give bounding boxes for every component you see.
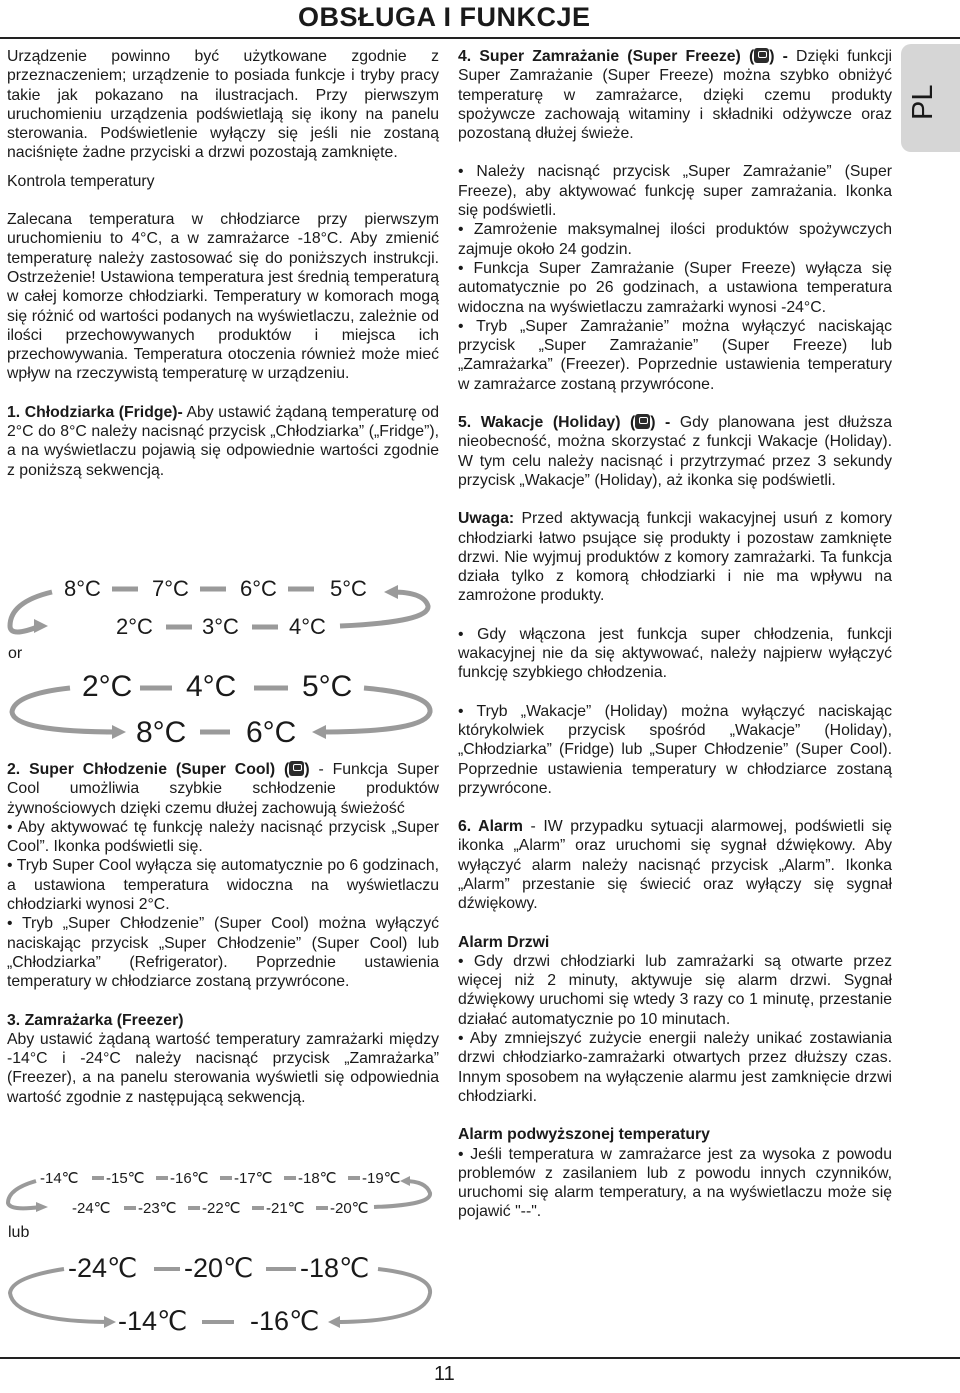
language-tab [901,44,960,152]
freezer-sequence-diagram [0,1165,440,1350]
note-label: Uwaga: [458,510,515,528]
holiday-title: 5. Wakacje (Holiday) ( [458,414,636,432]
temp-control-text: Zalecana temperatura w chłodziarce przy pierwszym uruchomieniu to 4°C, a w zamrażarce -18°C. Aby zmienić temperaturę należy zastosować się do poniższych instrukcji. Ostrzeżenie! Ustawiona temperatura jest średnią temperaturą w całej komorze chłodziarki. Temperatury w komorach mogą się różnić od wartości podanych na wyświetlaczu, zależnie od ilości przechowywanych produktów i miejsca ich przechowywania. Temperatura otoczenia również może mieć wpływ na rzeczywistą temperaturę w urządzeniu. [7,211,439,383]
fridge-seq-7c: 7°C [152,576,189,601]
alarm-title: 6. Alarm [458,818,523,836]
high-temp-alarm-title: Alarm podwyższonej temperatury [458,1126,710,1144]
freezer-seq-m17: -17℃ [234,1170,273,1187]
fridge-alt-6c: 6°C [246,716,297,749]
temp-control-heading: Kontrola temperatury [7,172,155,190]
freezer-seq-m24: -24℃ [72,1200,111,1217]
fridge-alt-5c: 5°C [302,670,353,703]
fridge-alt-2c: 2°C [82,670,133,703]
freezer-alt-m16: -16℃ [250,1306,320,1336]
freezer-seq-m14: -14℃ [40,1170,79,1187]
left-column-middle [7,760,439,1107]
supercool-bullet-2: • Tryb Super Cool wyłącza się automatycznie po 6 godzinach, a ustawiona temperatura widoczna na wyświetlaczu chłodziarki wynosi 2°C. [7,857,439,914]
freezer-alt-m20: -20℃ [184,1253,254,1283]
superfreeze-bullet-4: • Tryb „Super Zamrażanie” można wyłączyć naciskając przycisk „Super Zamrażanie” (Super Freeze) lub „Zamrażarka” (Freezer). Poprzednie ustawienia temperatury w zamrażarce zostaną przywrócone. [458,317,892,393]
left-column-top [7,47,439,480]
fridge-seq-3c: 3°C [202,614,239,639]
freezer-seq-m16: -16℃ [170,1170,209,1187]
fridge-title: 1. Chłodziarka (Fridge)- [7,403,183,421]
lub-label: lub [8,1224,30,1241]
door-alarm-title: Alarm Drzwi [458,933,550,951]
super-freeze-icon [754,48,769,63]
high-temp-alarm-bullet-1: • Jeśli temperatura w zamrażarce jest za wysoka z powodu problemów z zasilaniem lub z powodu innych czynników, uruchomi się alarm temperatury, a na wyświetlaczu może się pojawić "--". [458,1145,892,1221]
fridge-seq-5c: 5°C [330,576,367,601]
freezer-seq-m20: -20℃ [330,1200,369,1217]
fridge-alt-8c: 8°C [136,716,187,749]
intro-paragraph: Urządzenie powinno być użytkowane zgodnie z przeznaczeniem; urządzenie to posiada funkcje i tryby pracy takie jak pokazano na ilustracjach. Przy pierwszym uruchomieniu urządzenia podświetlają się ikony na panelu sterowania. Podświetlenie wyłączy się jeśli nie zostaną naciśnięte żadne przyciski a drzwi pozostają zamknięte. [7,48,439,162]
note-paragraph [458,509,892,605]
note-text: Przed aktywacją funkcji wakacyjnej usuń z komory chłodziarki łatwo psujące się produkty i pozostaw zamknięte drzwi. Nie wyjmuj produktów z komory zamrażarki. Ta funkcja działa tylko z komorą chłodziarki i nie ma wpływu na zamrożone produkty. [458,510,892,605]
fridge-sequence-diagram [0,570,440,750]
supercool-text: - Funkcja Super Cool umożliwia szybkie schłodzenie produktów żywnościowych dzięki czemu dłużej zachowują świeżość [7,761,439,817]
holiday-icon [635,414,650,429]
door-alarm-bullet-1: • Gdy drzwi chłodziarki lub zamrażarki są otwarte przez więcej niż 2 minuty, aktywuje się alarm drzwi. Sygnał dźwiękowy uruchomi się wtedy 3 razy co 1 minutę, przestanie działać automatycznie po 10 minutach. [458,952,892,1028]
supercool-paragraph [7,760,439,818]
door-alarm-bullet-2: • Aby zmniejszyć zużycie energii należy unikać zostawiania drzwi chłodziarko-zamrażarki otwartych przez dłuższy czas. Innym sposobem na wyłączenie alarmu jest zamknięcie drzwi chłodziarki. [458,1030,892,1105]
supercool-bullet-3: • Tryb „Super Chłodzenie” (Super Cool) można wyłączyć naciskając przycisk „Super Chłodzenie” (Super Cool) lub „Chłodziarka” (Refrigerator). Poprzednie ustawienia temperatury w chłodziarce zostaną przywrócone. [7,915,439,991]
freezer-seq-m15: -15℃ [106,1170,145,1187]
freezer-text: Aby ustawić żądaną wartość temperatury zamrażarki między -14°C i -24°C należy nacisnąć przycisk „Zamrażarka” (Freezer), a na panelu sterowania wyświetli się odpowiednia wartość zgodnie z następującą sekwencją. [7,1030,439,1106]
footer-rule [0,1357,960,1359]
superfreeze-bullet-3: • Funkcja Super Zamrażanie (Super Freeze) wyłącza się automatycznie po 26 godzinach, a ustawiona temperatura widoczna na wyświetlaczu zamrażarki wynosi -24°C. [458,259,892,316]
fridge-seq-6c: 6°C [240,576,277,601]
page-number: 11 [434,1363,455,1385]
fridge-seq-2c: 2°C [116,614,153,639]
superfreeze-title: 4. Super Zamrażanie (Super Freeze) ( [458,48,755,65]
right-column [458,47,892,1222]
page-title: OBSŁUGA I FUNKCJE [298,2,591,32]
fridge-alt-4c: 4°C [186,670,237,703]
holiday-title-end: ) - [650,414,671,432]
high-temp-alarm-heading [458,1125,892,1144]
freezer-seq-m21: -21℃ [266,1200,305,1217]
freezer-seq-m18: -18℃ [298,1170,337,1187]
fridge-seq-8c: 8°C [64,576,101,601]
supercool-title-end: ) [304,761,310,778]
supercool-bullet-1: • Aby aktywować tę funkcję należy nacisnąć przycisk „Super Cool”. Ikonka podświetli się. [7,818,439,856]
superfreeze-text: Dzięki funkcji Super Zamrażanie (Super Freeze) można szybko obniżyć temperaturę w zamrażarce, dzięki czemu produkty spożywcze zachowają witaminy i składniki odżywcze oraz pozostaną dłużej świeże. [458,48,892,143]
language-tab-label: PL [907,84,939,120]
fridge-text: Aby ustawić żądaną temperaturę od 2°C do 8°C należy nacisnąć przycisk „Chłodziarka” („Fridge”), a na wyświetlaczu pojawią się odpowiednie wartości zgodnie z poniższą sekwencją. [7,403,439,479]
freezer-alt-m14: -14℃ [118,1306,188,1336]
freezer-title [7,1011,439,1030]
superfreeze-title-end: ) - [769,48,788,65]
freezer-seq-m19: -19℃ [362,1170,401,1187]
freezer-seq-m22: -22℃ [202,1200,241,1217]
freezer-title-text: 3. Zamrażarka (Freezer) [7,1011,184,1029]
holiday-paragraph [458,413,892,490]
header-rule [0,37,960,39]
alarm-paragraph [458,817,892,913]
superfreeze-paragraph [458,47,892,143]
fridge-paragraph [7,403,439,480]
supercool-title: 2. Super Chłodzenie (Super Cool) ( [7,761,290,778]
holiday-bullet-2: • Tryb „Wakacje” (Holiday) można wyłączyć naciskając którykolwiek przycisk spośród „Wakacje” (Holiday), „Chłodziarka” (Fridge) lub „Super Chłodzenie” (Super Cool). Poprzednie ustawienia temperatury w chłodziarce zostaną przywrócone. [458,702,892,797]
door-alarm-heading [458,933,892,952]
superfreeze-bullet-2: • Zamrożenie maksymalnej ilości produktów spożywczych zajmuje około 24 godzin. [458,221,892,258]
or-label: or [8,645,23,662]
alarm-text: - IW przypadku sytuacji alarmowej, podświetli się ikonka „Alarm” oraz uruchomi się sygnał dźwiękowy. Aby wyłączyć alarm należy nacisnąć przycisk „Alarm”. Ikonka „Alarm” przestanie się świecić oraz wyłączy się sygnał dźwiękowy. [458,818,892,913]
freezer-alt-m24: -24℃ [68,1253,138,1283]
superfreeze-bullet-1: • Należy nacisnąć przycisk „Super Zamrażanie” (Super Freeze), aby aktywować funkcję super zamrażania. Ikonka się podświetli. [458,163,892,220]
holiday-bullet-1: • Gdy włączona jest funkcja super chłodzenia, funkcji wakacyjnej nie da się aktywować, należy najpierw wyłączyć funkcję szybkiego chłodzenia. [458,625,892,682]
super-cool-icon [289,761,304,776]
fridge-seq-4c: 4°C [289,614,326,639]
holiday-text: Gdy planowana jest dłuższa nieobecność, można skorzystać z funkcji Wakacje (Holiday). W tym celu należy nacisnąć i przytrzymać przez 3 sekundy przycisk „Wakacje” (Holiday), aż ikonka się podświetli. [458,414,892,489]
freezer-seq-m23: -23℃ [138,1200,177,1217]
freezer-alt-m18: -18℃ [300,1253,370,1283]
